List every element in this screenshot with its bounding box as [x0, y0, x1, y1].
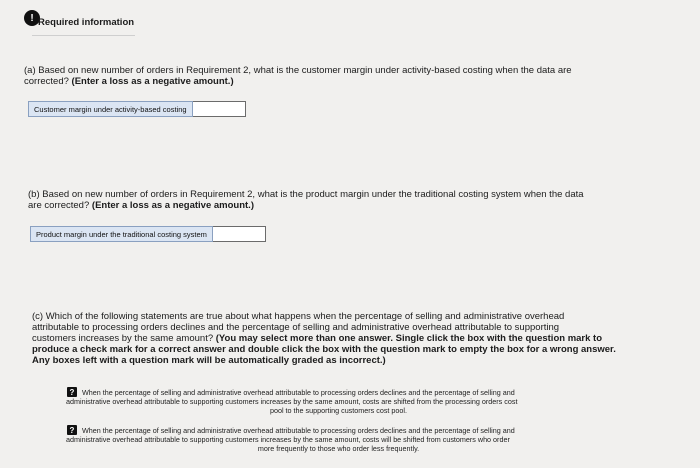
question-c-line3: customers increases by the same amount?: [32, 333, 214, 344]
product-margin-label: Product margin under the traditional costing system: [30, 226, 213, 242]
question-b-line2: are corrected?: [28, 200, 90, 211]
option-1-text: [66, 388, 611, 415]
info-icon: !: [24, 10, 40, 26]
option-2-line2: administrative overhead attributable to supporting customers increases by the same amount, costs will be shifted from customers who order: [66, 435, 510, 444]
option-1-line1: When the percentage of selling and administrative overhead attributable to processing orders declines and the percentage of selling and: [82, 388, 515, 397]
question-c-line2: attributable to processing orders declines and the percentage of selling and administrative overhead attributable to supporting: [32, 322, 560, 333]
customer-margin-label: Customer margin under activity-based costing: [28, 101, 193, 117]
customer-margin-input[interactable]: [193, 101, 246, 117]
question-b-instruction: (Enter a loss as a negative amount.): [91, 200, 254, 211]
question-c-instruction-2: produce a check mark for a correct answer and double click the box with the question mark to empty the box for a wrong answer.: [32, 344, 616, 355]
required-information-title: Required information: [38, 17, 135, 28]
question-c-instruction-3: Any boxes left with a question mark will be automatically graded as incorrect.): [32, 355, 386, 366]
question-b-line1: (b) Based on new number of orders in Requirement 2, what is the product margin under the traditional costing system when the data: [28, 189, 584, 200]
product-margin-input[interactable]: [213, 226, 266, 242]
question-a-line2: corrected?: [24, 76, 69, 87]
answer-row-b: [30, 226, 266, 242]
question-c: [32, 311, 632, 366]
option-1-line3: pool to the supporting customers cost pool.: [269, 406, 408, 415]
answer-row-a: [28, 101, 246, 117]
question-b: [28, 189, 618, 211]
option-2-line3: more frequently to those who order less frequently.: [257, 444, 420, 453]
option-2-checkbox[interactable]: ?: [67, 425, 77, 435]
question-a-line1: (a) Based on new number of orders in Requirement 2, what is the customer margin under activity-based costing when the data are: [24, 65, 572, 76]
question-a: [24, 65, 614, 87]
question-c-instruction-1: (You may select more than one answer. Single click the box with the question mark to: [215, 333, 603, 344]
question-c-line1: (c) Which of the following statements are true about what happens when the percentage of selling and administrative overhead: [32, 311, 565, 322]
option-2-text: [66, 426, 611, 453]
option-1-line2: administrative overhead attributable to supporting customers increases by the same amount, costs are shifted from the processing orders cost: [66, 397, 518, 406]
title-underline: [32, 35, 135, 36]
option-2-line1: When the percentage of selling and administrative overhead attributable to processing orders declines and the percentage of selling and: [82, 426, 515, 435]
option-1-checkbox[interactable]: ?: [67, 387, 77, 397]
question-a-instruction: (Enter a loss as a negative amount.): [71, 76, 234, 87]
